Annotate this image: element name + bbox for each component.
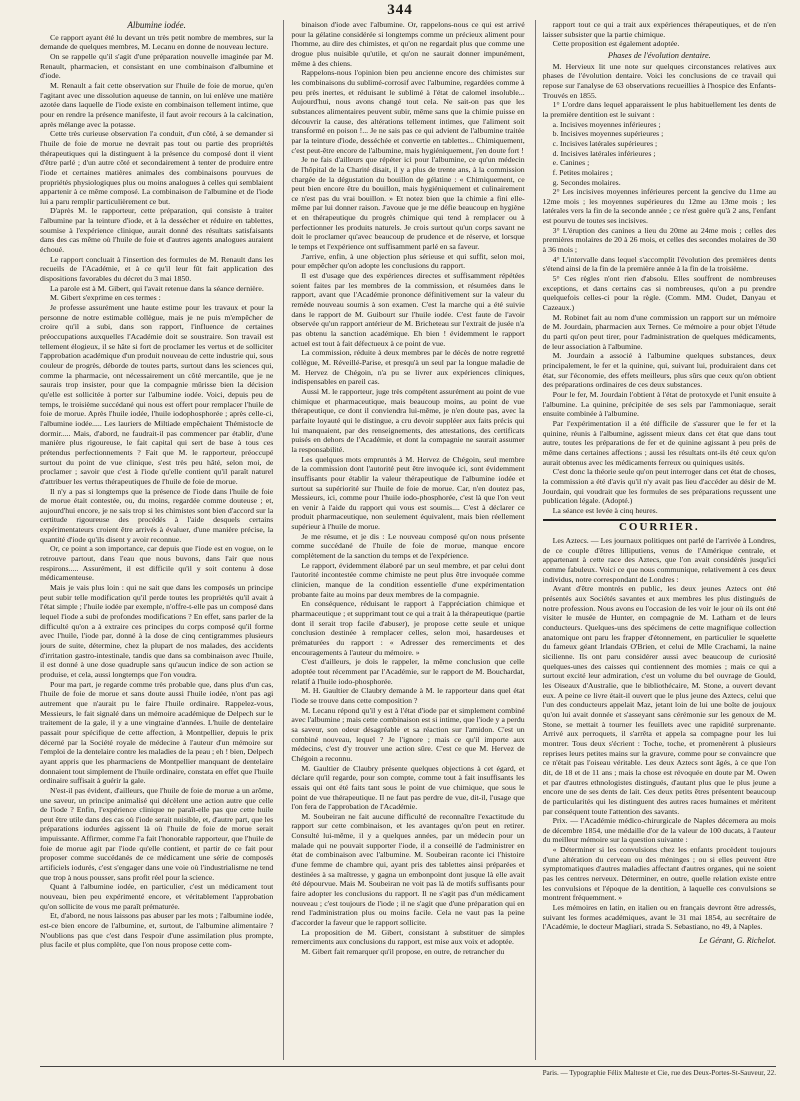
paragraph: 5° Ces règles n'ont rien d'absolu. Elles souffrent de nombreuses exceptions, et dans certains cas si nombreuses, qu'on a pu prendre quelquefois celles-ci pour la règle. (Comm. MM. Oudet, Danyau et Cazeaux.): [542, 274, 776, 313]
paragraph: 2° Les incisives moyennes inférieures percent la gencive du 11me au 12me mois ; les moyennes supérieures du 12me au 13me mois ; les latérales vers la fin de la seconde année ; ce n'est guère qu'à 2 ans, l'enfant est pourvu de toutes ses incisives.: [542, 187, 776, 226]
paragraph: Rappelons-nous l'opinion bien peu ancienne encore des chimistes sur les combinaisons du sublimé-corrosif avec l'albumine, regardées comme à peu près inertes, et réduisant le sublimé à l'état de calomel insoluble... Aujourd'hui, nous avons changé tout cela. Ne sait-on pas que les substances alimentaires peuvent subir, même sans que la chimie puisse en découvrir la cause, des altérations tellement intimes, que l'aliment soit transformé en poison !... Je ne sais pas ce qui advient de l'albumine traitée par la teinture d'iode, desséchée et convertie en tablettes... Chimiquement, c'est peut-être encore de l'albumine, mais hygiéniquement, j'en doute fort !: [291, 68, 525, 155]
paragraph: J'arrive, enfin, à une objection plus sérieuse et qui suffit, selon moi, pour empêcher qu'on adopte les conclusions du rapport.: [291, 251, 525, 271]
list-item: g. Secondes molaires.: [552, 177, 621, 187]
paragraph: C'est d'ailleurs, je dois le rappeler, la même conclusion que celle adoptée tout récemment par l'Académie, sur le rapport de M. Bouchardat, relatif à l'huile iodo-phosphorée.: [291, 657, 525, 686]
paragraph: 4° L'intervalle dans lequel s'accomplit l'évolution des premières dents s'étend ainsi de la fin de la première année à la fin de la troisième.: [542, 254, 776, 274]
paragraph: Il n'y a pas si longtemps que la présence de l'iode dans l'huile de foie de morue était contestée, ou, du moins, regardée comme douteuse ; et, aujourd'hui encore, je ne sais trop si les chimistes sont bien d'accord sur la certitude rigoureuse des procédés à l'aide desquels certains expérimentateurs croient être arrivés à évaluer, d'une manière précise, la quantité d'iode qu'ils disent y avoir reconnue.: [40, 486, 274, 544]
paragraph: Cette proposition est également adoptée.: [552, 39, 680, 49]
paragraph: M. Gibert s'exprime en ces termes :: [50, 293, 161, 303]
paragraph: Prix. — l'Académie médico-chirurgicale de Naples décernera au mois de décembre 1854, une médaille d'or de la valeur de 100 ducats, à l'auteur du meilleur mémoire sur la question suivante :: [542, 816, 776, 845]
section-title-evolution-dentaire: Phases de l'évolution dentaire.: [607, 50, 711, 60]
paragraph: M. Gibert fait remarquer qu'il propose, en outre, de retrancher du: [301, 947, 505, 956]
paragraph: M. H. Gaultier de Claubry demande à M. le rapporteur dans quel état l'iode se trouve dans cette composition ?: [291, 686, 525, 705]
list-item: d. Incisives latérales inférieures ;: [552, 148, 656, 158]
paragraph: Je ne fais d'ailleurs que répéter ici pour l'albumine, ce qu'un médecin de l'hôpital de la Charité disait, il y a plus de trente ans, à la commission chargée de la dégustation du bouillon de gélatine : « Chimiquement, ce peut bien encore être du bouillon, mais hygiéniquement et culinairement ce n'est pas du vrai bouillon. » Et notez bien que la chimie a fini elle-même par lui donner raison. J'avoue que je me défie beaucoup en hygiène et en thérapeutique du progrès chimique qui tend à remplacer ou à perfectionner les produits naturels. Je crois surtout qu'un corps savant ne doit le proclamer qu'avec beaucoup de prudence et de réserve, et lorsque le temps et l'expérience ont suffisamment parlé en sa faveur.: [291, 155, 525, 252]
paragraph: On se rappelle qu'il s'agit d'une préparation nouvelle imaginée par M. Renault, pharmacien, et consistant en une combinaison d'albumine et d'iode.: [40, 51, 274, 81]
paragraph: Cette très curieuse observation l'a conduit, d'un côté, à se demander si l'huile de foie de morue ne devrait pas tout ou partie des propriétés thérapeutiques qui la distinguent à la présence du composé dont il vient d'être parlé ; d'un autre côté et secondairement à tenter de produire entre l'iode et certaines matières animales des combinaisons pourvues de propriétés physiologiques plus ou moins analogues à celles qui semblaient appartenir à ce même composé. La combinaison de l'albumine et de l'iode lui a paru remplir particulièrement ce but.: [40, 129, 274, 206]
list-item: c. Incisives latérales supérieures ;: [552, 138, 658, 148]
paragraph: Aussi M. le rapporteur, juge très compétent assurément au point de vue chimique et pharmaceutique, mais beaucoup moins, au point de vue thérapeutique, ce dont il conviendra lui-même, je n'en doute pas, avec la parfaite loyauté qui le distingue, a cru devoir suppléer aux faits précis qui lui manquaient, par des renseignements, des attestations, des certificats puisés en dehors de l'Académie, et dont la compagnie ne saurait assumer la responsabilité.: [291, 386, 525, 454]
list-item: e. Canines ;: [552, 158, 590, 168]
paragraph: Le rapport concluait à l'insertion des formules de M. Renault dans les recueils de l'Académie, et à ce qu'il leur fût fait application des dispositions favorables du décret du 3 mai 1850.: [40, 254, 274, 284]
list-item: a. Incisives moyennes inférieures ;: [552, 119, 661, 129]
paragraph: Je professe assurément une haute estime pour les travaux et pour la personne de notre estimable collègue, mais je ne puis m'empêcher de croire qu'il a subi, dans son rapport, l'influence de certaines préoccupations auxquelles l'Académie doit se soustraire. Son travail est tellement élogieux, il se hâte si fort de proclamer les vertus et de solliciter l'approbation académique d'un produit nouveau de cette industrie qui, sous couleur de progrès, déborde de toutes parts, surtout dans les sciences qui, comme la pharmacie, ont nécessairement un côté mercantile, que je ne saurais trop insister, pour que la compagnie mûrisse bien la décision qu'elle est sollicitée à porter sur l'albumine iodée. Voici, depuis peu de temps, le troisième succédané qui nous est offert pour remplacer l'huile de foie de morue. Après l'huile iodée, l'huile iodophosphorée ; après celle-ci, l'albumine iodée..... Les lauriers de Miltiade empêchaient Thémistocle de dormir..... Mais, d'abord, ne faudrait-il pas commencer par établir, d'une manière plus rigoureuse, le fait capital qui sert de base à tous ces prétendus perfectionnements ? Fait que M. le rapporteur, préoccupé surtout du point de vue clinique, s'est très peu hâté, selon moi, de proclamer ; savoir que c'est à l'iode qu'elle contient qu'il paraît naturel d'attribuer les vertus thérapeutiques de l'huile de foie de morue.: [40, 303, 274, 486]
page-number: 344: [387, 2, 413, 18]
paragraph: La proposition de M. Gibert, consistant à substituer de simples remerciments aux conclusions du rapport, est mise aux voix et adoptée.: [291, 927, 525, 947]
paragraph: 1° L'ordre dans lequel apparaissent le plus habituellement les dents de la première dentition est le suivant :: [542, 100, 776, 119]
paragraph: binaison d'iode avec l'albumine. Or, rappelons-nous ce qui est arrivé pour la gélatine considérée si longtemps comme un précieux aliment pour l'homme, au dire des chimistes, et qu'on ne regardait plus que comme une drogue plus nuisible qu'utile, et qu'on ne saurait donner impunément, même à des chiens.: [291, 20, 525, 68]
paragraph: M. Lecanu répond qu'il y est à l'état d'iode par et simplement combiné avec l'albumine ; mais cette combinaison est si intime, que l'iode y a perdu sa saveur, son odeur désagréable et sa réaction sur l'amidon. C'est un combiné nouveau, lequel ? Je l'ignore ; mais ce qu'il importe aux médecins, c'est d'y trouver une action sûre. C'est ce que M. Hervez de Chégoin a reconnu.: [291, 705, 525, 763]
paragraph: Le rapport, évidemment élaboré par un seul membre, et par celui dont l'autorité incontestée comme chimiste ne peut plus être invoquée comme clinicien, manque de la condition essentielle d'une expérimentation probante faite au moins par deux membres de la compagnie.: [291, 560, 525, 599]
paragraph: En conséquence, réduisant le rapport à l'appréciation chimique et pharmaceutique ; et supprimant tout ce qui a trait à la thérapeutique (partie dont il serait trop facile d'abuser), je propose cette seule et unique conclusion destinée à remplacer celles, selon moi, hasardeuses et prématurées du rapport : « Adresser des remerciments et des encouragements à l'auteur du mémoire. »: [291, 599, 525, 657]
paragraph: Mais je vais plus loin : qui ne sait que dans les composés un principe peut subir telle modification qu'il perde toutes les propriétés qu'il avait à l'état simple ; l'huile iodée par exemple, n'offre-t-elle pas un composé dans lequel l'iode a subi de profondes modifications ? En effet, sans parler de la difficulté qu'on a à extraire ces principes du corps composé qu'il forme avec l'huile, l'iode par, donné à la dose de cinq centigrammes plusieurs jours de suite, détermine, chez la plupart de nos malades, des accidents d'irritation gastro-intestinale, tandis que dans sa combinaison avec l'huile, il est donné à une dose quadruple sans qu'aucun indice de son action se produise, et cela, aussi longtemps que l'on voudra.: [40, 583, 274, 679]
paragraph: M. Gaultier de Claubry présente quelques objections à cet égard, et déclare qu'il regarde, pour son compte, comme tout à fait insuffisants les essais qui ont été faits tant sous le point de vue chimique, que sous le point de vue thérapeutique. Il ne faut pas perdre de vue, dit-il, l'usage que l'on fera de l'approbation de l'Académie.: [291, 763, 525, 812]
list-item: b. Incisives moyennes supérieures ;: [552, 129, 664, 139]
paragraph: Par l'expérimentation il a été difficile de s'assurer que le fer et la quinine, réunis à l'albumine, agissent mieux dans cet état que dans tout autre, toutes les préparations de fer et de quinine agissant à peu près de même dans certaines affections ; aussi les résultats ont-ils été ceux qu'on aurait obtenus avec les médicaments ferreux ou quiniques usités.: [542, 418, 776, 467]
paragraph: Pour le fer, M. Jourdain l'obtient à l'état de protoxyde et l'unit ensuite à l'albumine. La quinine, précipitée de ses sels par l'ammoniaque, serait ensuite combinée à l'albumine.: [542, 389, 776, 419]
paragraph: M. Renault a fait cette observation sur l'huile de foie de morue, qu'en l'agitant avec une dissolution aqueuse de tannin, on lui enlève une matière azotée dans laquelle de l'iode existe en combinaison tellement intime, que pour en rendre la présence manifeste, il faut avoir recours à la calcination, après mélange avec la potasse.: [40, 80, 274, 129]
paragraph: M. Robinet fait au nom d'une commission un rapport sur un mémoire de M. Jourdain, pharmacien aux Ternes. Ce mémoire a pour objet l'étude du parti qu'on peut tirer, pour l'administration de quelques médicaments, de leur association à l'albumine.: [542, 312, 776, 351]
paragraph: D'après M. le rapporteur, cette préparation, qui consiste à traiter l'albumine par la teinture d'iode, et à la dessécher et réduire en tablettes, soumise à l'expérience clinique, aurait donné des résultats satisfaisants dans des cas même où l'huile de foie et d'autres agents analogues auraient échoué.: [40, 206, 274, 255]
paragraph: « Déterminer si les convulsions chez les enfants procèdent toujours d'une altération du cerveau ou des méninges ; ou si elles peuvent être symptomatiques d'autres maladies affectant d'autres organes, qui ne soient pas les centres nerveux. Déterminer, en outre, quelle relation existe entre les convulsions et l'époque de la dentition, à laquelle ces convulsions se montrent fréquemment. »: [542, 845, 776, 903]
paragraph: Je me résume, et je dis : Le nouveau composé qu'on nous présente comme succédané de l'huile de foie de morue, manque encore complètement de la sanction du temps et de l'expérience.: [291, 531, 525, 561]
paragraph: Les Aztecs. — Les journaux politiques ont parlé de l'arrivée à Londres, de ce couple d'êtres lilliputiens, venus de l'Amérique centrale, et appartenant à cette race des Aztecs, que l'on avait considérés jusqu'ici comme fabuleux. Voici ce que nous communique, relativement à ces deux individus, notre correspondant de Londres :: [542, 536, 776, 584]
gerant-signature: Le Gérant, G. Richelot.: [699, 936, 776, 946]
printer-footer: Paris. — Typographie Félix Malteste et Cie, rue des Deux-Portes-St-Sauveur, 22.: [40, 1066, 776, 1077]
paragraph: C'est donc la théorie seule qu'on peut interroger dans cet état de choses, la commission a été d'avis qu'il n'y avait pas lieu d'accéder au désir de M. Jourdain, qui voudrait que les formules de ses préparations reçussent une publication légale. (Adopté.): [542, 467, 776, 506]
paragraph: N'est-il pas évident, d'ailleurs, que l'huile de foie de morue a un arôme, une saveur, un principe animalisé qui décèlent une action autre que celle de l'iode ? Enfin, l'expérience clinique ne paraît-elle pas que cette huile peut être utile dans des cas où l'iode serait nuisible, et, d'autre part, que les préparations iodurées agissent là où l'huile de foie de morue serait impuissante. Affirmer, comme l'a fait l'honorable rapporteur, que l'huile de foie de morue agit par l'iode qu'elle contient, et partir de ce fait pour proposer comme succédanés de ce médicament une série de composés artificiels iodurés, c'est s'engager dans une voie où l'industrialisme ne tend que trop à nous pousser, sans profit réel pour la science.: [40, 785, 274, 882]
paragraph: La commission, réduite à deux membres par le décès de notre regretté collègue, M. Réveillé-Parise, et presqu'à un seul par la longue maladie de M. Hervez de Chégoin, n'a pu se livrer aux expériences cliniques, indispensables en pareil cas.: [291, 348, 525, 387]
paragraph: Quant à l'albumine iodée, en particulier, c'est un médicament tout nouveau, bien peu expérimenté encore, et véritablement l'approbation qu'on sollicite de vous me paraît prématurée.: [40, 882, 274, 911]
paragraph: Pour ma part, je regarde comme très probable que, dans plus d'un cas, l'huile de foie de morue et sans doute aussi l'huile iodée, n'ont pas agi autrement que n'aurait pu le faire l'huile ordinaire. Rappelez-vous, Messieurs, le fait signalé dans un mémoire académique de Delpech sur le traitement de la gale, il y a une vingtaine d'années. L'huile de dentelaire passait pour spécifique de cette affection, à Montpellier, depuis le prix décerné par la Société royale de médecine à l'auteur d'un mémoire sur l'emploi de la dentelaire contre les maladies de la peau ; eh ! bien, Delpech ayant appris que les pharmaciens de Montpellier manquant de dentelaire donnaient tout simplement de l'huile ordinaire, constata en effet que l'huile ordinaire suffisait à guérir la gale.: [40, 679, 274, 786]
paragraph: Avant d'être montrés en public, les deux jeunes Aztecs ont été présentés aux Sociétés savantes et aux membres les plus distingués de notre profession. Nous avons eu l'occasion de les voir le jour où ils ont été visiter le musée de Hunter, en compagnie de M. Latham et de leurs conducteurs. Quelques-uns des spécimens de cette magnifique collection anatomique ont paru les frapper d'étonnement, en particulier le squelette du fameux géant Irlandais O'Brien, et celui de Mlle Crachami, la naine sicilienne. Ils ont paru considérer aussi avec beaucoup de curiosité quelques-unes des caisses qui contiennent des momies ; mais ce qui a surtout excité leur admiration, c'est un volume du bel ouvrage de Gould, les Oiseaux d'Australie, que le bibliothécaire, M. Stone, a ouvert devant eux. A peine ce livre était-il ouvert que le plus jeune des Aztecs, celui que l'un des conducteurs appelait Maz, jetant loin de lui une boîte de joujoux qu'on lui avait donnée et s'asseyant sans cérémonie sur les genoux de M. Stone, se mettait à tourner les feuillets avec une rapidité surprenante. Arrivé aux perroquets, il s'arrêta et appela sa compagne pour les lui montrer. Tous deux s'écrient : Toche, toche, et promenèrent à plusieurs reprises leurs petites mains sur la gravure, comme pour se convaincre que ce n'était pas l'oiseau véritable. Les deux Aztecs sont âgés, à ce que l'on dit, de 18 et de 11 ans ; mais la chose est révoquée en doute par M. Owen et par d'autres ethnologistes distingués, d'autant plus que le plus jeune a encore une de ses dents de lait. Ces deux petits êtres présentent beaucoup de particularités qui les distinguent des autres races humaines et méritent par conséquent toute l'attention des savants.: [542, 584, 776, 816]
paragraph: La séance est levée à cinq heures.: [552, 505, 658, 515]
paragraph: Les mémoires en latin, en italien ou en français devront être adressés, suivant les formes académiques, avant le 31 mai 1854, au secrétaire de l'Académie, le docteur Magliari, strada S. Sebastiano, no 49, à Naples.: [542, 903, 776, 932]
section-title-albumine-iodee: Albumine iodée.: [127, 20, 186, 30]
rubric-title-courrier: COURRIER.: [618, 521, 700, 534]
paragraph: 3° L'éruption des canines a lieu du 20me au 24me mois ; celles des premières molaires de 20 à 26 mois, et celles des secondes molaires de 30 à 36 mois ;: [542, 225, 776, 255]
article-columns: [40, 20, 776, 1060]
paragraph: M. Hervieux lit une note sur quelques circonstances relatives aux phases de l'évolution dentaire. Voici les conclusions de ce travail qui repose sur l'analyse de 63 observations recueillies à l'hospice des Enfants-Trouvés en 1855.: [542, 61, 776, 100]
column-3: [535, 20, 776, 1060]
paragraph: Ce rapport ayant été lu devant un très petit nombre de membres, sur la demande de quelques membres, M. Lecanu en donne de nouveau lecture.: [40, 32, 274, 52]
paragraph: rapport tout ce qui a trait aux expériences thérapeutiques, et de n'en laisser subsister que la partie chimique.: [542, 20, 776, 39]
paragraph: Et, d'abord, ne nous laissons pas abuser par les mots ; l'albumine iodée, est-ce bien encore de l'albumine, et, surtout, de l'albumine alimentaire ? N'oublions pas que c'est dans l'espoir d'une assimilation plus prompte, plus facile et plus complète, que l'on nous propose cette com-: [40, 911, 274, 950]
paragraph: M. Soubeiran ne fait aucune difficulté de reconnaître l'exactitude du rapport sur cette combinaison, et les avantages qu'on peut en retirer. Consulté lui-même, il y a quelques années, par un médecin pour un malade qui ne pouvait supporter l'iode, il a conseillé de l'administrer en état de combinaison avec l'albumine. M. Soubeiran raconte ici l'histoire d'une femme de chambre qui, ayant pris des tablettes ainsi préparées et destinées à sa maîtresse, y gagna un embonpoint dont jusque là elle avait été dépourvue. Mais M. Soubeiran ne voit pas là de motifs suffisants pour faire adopter les conclusions du rapport. Il ne s'agit pas d'un médicament nouveau ; c'est toujours de l'iode ; il ne s'agit que d'une préparation qui en rend l'administration plus ou moins facile. Cela ne vaut pas la peine d'accorder la faveur que le rapport sollicite.: [291, 811, 525, 928]
paragraph: La parole est à M. Gibert, qui l'avait retenue dans la séance dernière.: [50, 283, 264, 293]
paragraph: Or, ce point a son importance, car depuis que l'iode est en vogue, on le retrouve partout, dans l'eau que nous buvons, dans l'air que nous respirons..... Assurément, il est difficile qu'il y soit contenu à dose médicamenteuse.: [40, 544, 274, 583]
paragraph: Il est d'usage que des expériences directes et suffisamment répétées soient faites par les membres de la commission, et résumées dans le rapport, avant que l'Académie prononce définitivement sur la valeur du remède nouveau soumis à son examen. C'est la marche qui a été suivie dans le rapport de M. Guibourt sur l'huile iodée. C'est faute de l'avoir observée qu'un rapport antérieur de M. Bricheteau sur l'extrait de jusée n'a pas obtenu la sanction académique. Eh bien ! évidemment le rapport actuel est tout à fait défectueux à ce point de vue.: [291, 271, 525, 348]
paragraph: M. Jourdain a associé à l'albumine quelques substances, deux principalement, le fer et la quinine, qui, suivant lui, produiraient dans cet état, sur l'économie, des effets meilleurs, plus sûrs que ceux qu'on obtient des préparations ordinaires de ces deux substances.: [542, 351, 776, 390]
column-2: [283, 20, 524, 1060]
column-1: [40, 20, 273, 1060]
paragraph: Les quelques mots empruntés à M. Hervez de Chégoin, seul membre de la commission dont l'autorité peut être invoquée ici, sont évidemment insuffisants pour établir la valeur thérapeutique de l'albumine iodée et surtout sa supériorité sur l'huile de foie de morue. Car, n'en doutez pas, Messieurs, ici, comme pour l'huile iodo-phosphorée, c'est là que l'on veut en venir à l'aide du rapport qui vous est soumis.... C'est à déclarer ce produit pharmaceutique, non seulement équivalent, mais bien réellement supérieur à l'huile de morue.: [291, 454, 525, 532]
list-item: f. Petites molaires ;: [552, 167, 613, 177]
